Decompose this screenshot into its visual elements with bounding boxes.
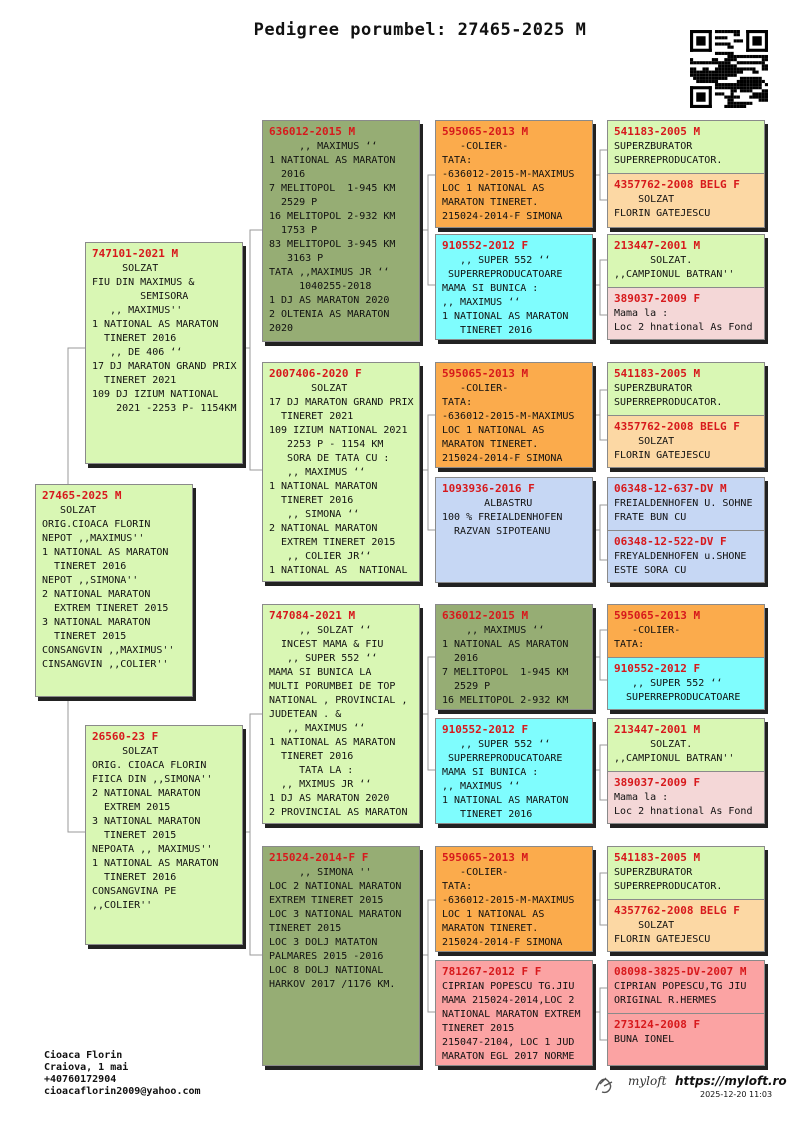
owner-contact: Cioaca Florin Craiova, 1 mai +40760172904 cioacaflorin2009@yahoo.com <box>44 1050 201 1097</box>
g5-card-3[interactable] <box>607 362 765 468</box>
g5-text: Mama la : Loc 2 hnational As Fond <box>614 308 753 333</box>
ggp3-card[interactable] <box>435 362 593 468</box>
g5-card-2[interactable] <box>607 234 765 340</box>
ggp6-id: 910552-2012 F <box>442 723 529 736</box>
gp2-id: 2007406-2020 F <box>269 367 362 380</box>
sire-id: 747101-2021 M <box>92 247 179 260</box>
ggp1-text: -COLIER- TATA: -636012-2015-M-MAXIMUS LOC 1 NATIONAL AS MARATON TINERET. 215024-2014-F SIMONA <box>442 141 575 222</box>
g5-id: 541183-2005 M <box>614 851 701 864</box>
brand-url[interactable]: https://myloft.ro <box>675 1074 787 1088</box>
g5-card-8[interactable] <box>607 960 765 1066</box>
g5-card-4[interactable] <box>607 477 765 583</box>
dam-text: SOLZAT ORIG. CIOACA FLORIN FIICA DIN ,,SIMONA'' 2 NATIONAL MARATON EXTREM 2015 3 NATIONAL MARATON TINERET 2015 NEPOATA ,, MAXIMUS'' 1 NATIONAL AS MARATON TINERET 2016 CONSANGVINA PE ,,COLIER'' <box>92 746 219 911</box>
g5-text: SUPERZBURATOR SUPERREPRODUCATOR. <box>614 383 723 408</box>
g5-card-1[interactable] <box>607 120 765 228</box>
qr-code-icon <box>690 30 768 108</box>
g5-id: 213447-2001 M <box>614 723 701 736</box>
g5-id: 389037-2009 F <box>614 776 701 789</box>
dam-id: 26560-23 F <box>92 730 159 743</box>
g5-text: SOLZAT FLORIN GATEJESCU <box>614 194 711 219</box>
gp3-text: ,, SOLZAT ‘‘ INCEST MAMA & FIU ,, SUPER 552 ‘‘ MAMA SI BUNICA LA MULTI PORUMBEI DE TOP NATIONAL , PROVINCIAL , JUDETEAN . & ,, MAXIMUS ‘‘ 1 NATIONAL AS MARATON TINERET 2016 TATA LA : ,, MXIMUS JR ‘‘ 1 DJ AS MARATON 2020 2 PROVINCIAL AS MARATON <box>269 625 408 818</box>
ggp2-text: ,, SUPER 552 ‘‘ SUPERREPRODUCATOARE MAMA SI BUNICA : ,, MAXIMUS ‘‘ 1 NATIONAL AS MARATON TINERET 2016 <box>442 255 569 336</box>
g5-text: -COLIER- TATA: <box>614 625 681 650</box>
dam-card[interactable] <box>85 725 243 945</box>
ggp8-card[interactable] <box>435 960 593 1066</box>
g5-text: BUNA IONEL <box>614 1034 675 1045</box>
ggp5-text: ,, MAXIMUS ‘‘ 1 NATIONAL AS MARATON 2016 7 MELITOPOL 1-945 KM 2529 P 16 MELITOPOL 2-932 KM <box>442 625 569 706</box>
ggp7-text: -COLIER- TATA: -636012-2015-M-MAXIMUS LOC 1 NATIONAL AS MARATON TINERET. 215024-2014-F SIMONA <box>442 867 575 948</box>
g5-text: SOLZAT. ,,CAMPIONUL BATRAN'' <box>614 739 735 764</box>
g5-id: 06348-12-522-DV F <box>614 535 727 548</box>
ggp1-card[interactable] <box>435 120 593 228</box>
gp3-id: 747084-2021 M <box>269 609 356 622</box>
g5-id: 389037-2009 F <box>614 292 701 305</box>
g5-id: 213447-2001 M <box>614 239 701 252</box>
ggp8-text: CIPRIAN POPESCU TG.JIU MAMA 215024-2014,LOC 2 NATIONAL MARATON EXTREM TINERET 2015 215047-2104, LOC 1 JUD MARATON EGL 2017 NORME <box>442 981 581 1062</box>
ggp2-card[interactable] <box>435 234 593 340</box>
ggp7-id: 595065-2013 M <box>442 851 529 864</box>
sire-text: SOLZAT FIU DIN MAXIMUS & SEMISORA ,, MAXIMUS'' 1 NATIONAL AS MARATON TINERET 2016 ,, DE 406 ‘‘ 17 DJ MARATON GRAND PRIX TINERET 2021 109 DJ IZIUM NATIONAL 2021 -2253 P- 1154KM <box>92 263 237 414</box>
ggp3-id: 595065-2013 M <box>442 367 529 380</box>
subject-id: 27465-2025 M <box>42 489 122 502</box>
ggp6-text: ,, SUPER 552 ‘‘ SUPERREPRODUCATOARE MAMA SI BUNICA : ,, MAXIMUS ‘‘ 1 NATIONAL AS MARATON TINERET 2016 <box>442 739 569 820</box>
g5-text: SUPERZBURATOR SUPERREPRODUCATOR. <box>614 867 723 892</box>
ggp2-id: 910552-2012 F <box>442 239 529 252</box>
ggp5-id: 636012-2015 M <box>442 609 529 622</box>
subject-card[interactable] <box>35 484 193 697</box>
gp4-text: ,, SIMONA '' LOC 2 NATIONAL MARATON EXTREM TINERET 2015 LOC 3 NATIONAL MARATON TINERET 2015 LOC 3 DOLJ MATATON PALMARES 2015 -2016 LOC 8 DOLJ NATIONAL HARKOV 2017 /1176 KM. <box>269 867 402 990</box>
g5-id: 541183-2005 M <box>614 125 701 138</box>
ggp8-id: 781267-2012 F F <box>442 965 542 978</box>
g5-card-5[interactable] <box>607 604 765 710</box>
g5-text: SOLZAT FLORIN GATEJESCU <box>614 436 711 461</box>
g5-id: 4357762-2008 BELG F <box>614 420 740 433</box>
ggp4-card[interactable] <box>435 477 593 583</box>
g5-id: 4357762-2008 BELG F <box>614 178 740 191</box>
brand-name: myloft <box>628 1074 667 1088</box>
g5-text: SUPERZBURATOR SUPERREPRODUCATOR. <box>614 141 723 166</box>
print-date: 2025-12-20 11:03 <box>700 1090 773 1099</box>
ggp1-id: 595065-2013 M <box>442 125 529 138</box>
g5-text: FREIALDENHOFEN U. SOHNE FRATE BUN CU <box>614 498 753 523</box>
sire-card[interactable] <box>85 242 243 464</box>
g5-text: ,, SUPER 552 ‘‘ SUPERREPRODUCATOARE <box>626 678 741 703</box>
ggp5-card[interactable] <box>435 604 593 710</box>
g5-id: 910552-2012 F <box>614 662 701 675</box>
g5-text: FREYALDENHOFEN u.SHONE ESTE SORA CU <box>614 551 747 576</box>
ggp3-text: -COLIER- TATA: -636012-2015-M-MAXIMUS LOC 1 NATIONAL AS MARATON TINERET. 215024-2014-F SIMONA <box>442 383 575 464</box>
g5-id: 273124-2008 F <box>614 1018 701 1031</box>
gp1-id: 636012-2015 M <box>269 125 356 138</box>
g5-id: 4357762-2008 BELG F <box>614 904 740 917</box>
g5-text: SOLZAT. ,,CAMPIONUL BATRAN'' <box>614 255 735 280</box>
ggp4-text: ALBASTRU 100 % FREIALDENHOFEN RAZVAN SIPOTEANU <box>442 498 563 537</box>
g5-card-6[interactable] <box>607 718 765 824</box>
gp4-id: 215024-2014-F F <box>269 851 369 864</box>
g5-id: 06348-12-637-DV M <box>614 482 727 495</box>
gp4-card[interactable] <box>262 846 420 1066</box>
subject-text: SOLZAT ORIG.CIOACA FLORIN NEPOT ,,MAXIMUS'' 1 NATIONAL AS MARATON TINERET 2016 NEPOT ,,SIMONA'' 2 NATIONAL MARATON EXTREM TINERET 2015 3 NATIONAL MARATON TINERET 2015 CONSANGVIN ,,MAXIMUS'' CINSANGVIN ,,COLIER'' <box>42 505 175 670</box>
gp2-text: SOLZAT 17 DJ MARATON GRAND PRIX TINERET 2021 109 IZIUM NATIONAL 2021 2253 P - 1154 KM SORA DE TATA CU : ,, MAXIMUS ‘‘ 1 NATIONAL MARATON TINERET 2016 ,, SIMONA ‘‘ 2 NATIONAL MARATON EXTREM TINERET 2015 ,, COLIER JR‘‘ 1 NATIONAL AS NATIONAL <box>269 383 414 576</box>
g5-text: CIPRIAN POPESCU,TG JIU ORIGINAL R.HERMES <box>614 981 747 1006</box>
g5-id: 541183-2005 M <box>614 367 701 380</box>
gp1-card[interactable] <box>262 120 420 342</box>
g5-text: Mama la : Loc 2 hnational As Fond <box>614 792 753 817</box>
ggp4-id: 1093936-2016 F <box>442 482 535 495</box>
g5-card-7[interactable] <box>607 846 765 952</box>
ggp6-card[interactable] <box>435 718 593 824</box>
gp2-card[interactable] <box>262 362 420 582</box>
gp1-text: ,, MAXIMUS ‘‘ 1 NATIONAL AS MARATON 2016 7 MELITOPOL 1-945 KM 2529 P 16 MELITOPOL 2-932 KM 1753 P 83 MELITOPOL 3-945 KM 3163 P TATA ,,MAXIMUS JR ‘‘ 1040255-2018 1 DJ AS MARATON 2020 2 OLTENIA AS MARATON 2020 <box>269 141 396 334</box>
g5-id: 595065-2013 M <box>614 609 701 622</box>
g5-text: SOLZAT FLORIN GATEJESCU <box>614 920 711 945</box>
ggp7-card[interactable] <box>435 846 593 952</box>
page-title: Pedigree porumbel: 27465-2025 M <box>253 20 587 40</box>
g5-id: 08098-3825-DV-2007 M <box>614 965 747 978</box>
gp3-card[interactable] <box>262 604 420 824</box>
